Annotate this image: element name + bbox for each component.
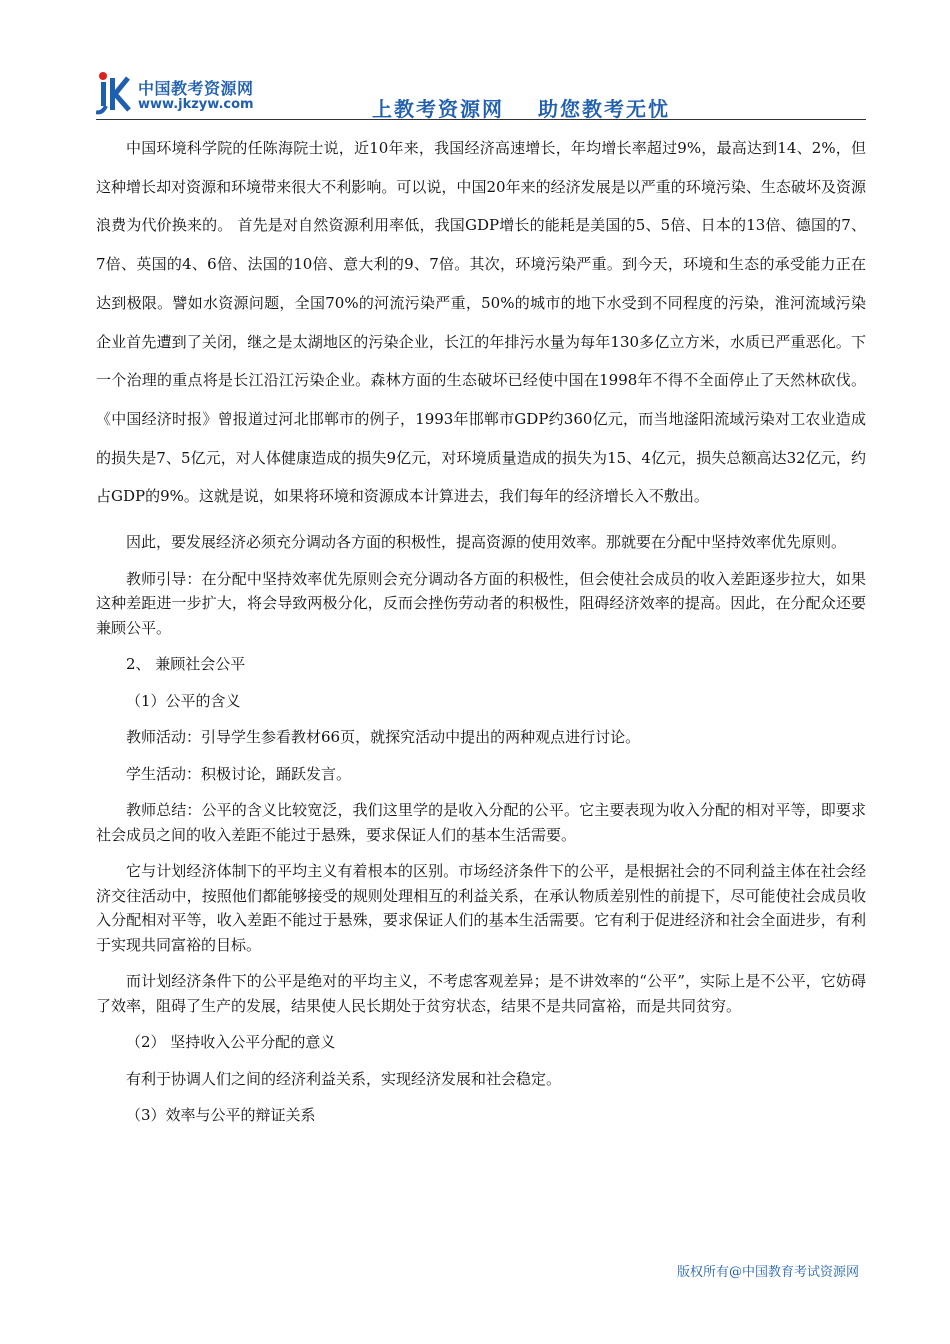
paragraph-teacher-guide: 教师引导：在分配中坚持效率优先原则会充分调动各方面的积极性，但会使社会成员的收入差距逐步拉大，如果这种差距进一步扩大，将会导致两极分化，反而会挫伤劳动者的积极性，阻碍经济效率的提高。因此，在分配众还要兼顾公平。 — [96, 569, 866, 637]
slogan-left: 上教考资源网 — [372, 97, 504, 121]
heading-social-fairness: 2、 兼顾社会公平 — [126, 655, 246, 674]
paragraph-benefit: 有利于协调人们之间的经济利益关系，实现经济发展和社会稳定。 — [126, 1069, 562, 1088]
heading-efficiency-fairness: （3）效率与公平的辩证关系 — [126, 1106, 316, 1125]
paragraph-market-fairness: 它与计划经济体制下的平均主义有着根本的区别。市场经济条件下的公平，是根据社会的不同利益主体在社会经济交往活动中，按照他们都能够接受的规则处理相互的利益关系，在承认物质差别性的前提下，尽可能使社会成员收入分配相对平等，收入差距不能过于悬殊，要求保证人们的基本生活需要。它有利于促进经济和社会全面进步，有利于实现共同富裕的目标。 — [96, 862, 866, 954]
paragraph-teacher-activity: 教师活动：引导学生参看教材66页，就探究活动中提出的两种观点进行讨论。 — [126, 728, 641, 747]
header-divider — [96, 119, 866, 120]
heading-fairness-meaning: （1）公平的含义 — [126, 691, 241, 710]
paragraph-teacher-summary: 教师总结：公平的含义比较宽泛，我们这里学的是收入分配的公平。它主要表现为收入分配的相对平等，即要求社会成员之间的收入差距不能过于悬殊，要求保证人们的基本生活需要。 — [96, 801, 866, 844]
jk-logo-icon — [96, 68, 132, 116]
paragraph-planned-economy: 而计划经济条件下的公平是绝对的平均主义，不考虑客观差异；是不讲效率的“公平”，实际上是不公平，它妨碍了效率，阻碍了生产的发展，结果使人民长期处于贫穷状态，结果不是共同富裕，而是共同贫穷。 — [96, 972, 866, 1015]
heading-fair-distribution: （2） 坚持收入公平分配的意义 — [126, 1033, 336, 1052]
copyright-footer: 版权所有@中国教育考试资源网 — [676, 1265, 859, 1280]
paragraph-environment: 中国环境科学院的任陈海院士说，近10年来，我国经济高速增长，年均增长率超过9%，最高达到14、2%，但这种增长却对资源和环境带来很大不利影响。可以说，中国20年来的经济发展是以严重的环境污染、生态破坏及资源浪费为代价换来的。 首先是对自然资源利用率低，我国GDP增长的能耗是美国的5、5倍、日本的13倍、德国的7、7倍、英国的4、6倍、法国的10倍、意大利的9、7倍。其次，环境污染严重。到今天，环境和生态的承受能力正在达到极限。譬如水资源问题，全国70%的河流污染严重，50%的城市的地下水受到不同程度的污染，淮河流域污染企业首先遭到了关闭，继之是太湖地区的污染企业，长江的年排污水量为每年130多亿立方米，水质已严重恶化。下一个治理的重点将是长江沿江污染企业。森林方面的生态破坏已经使中国在1998年不得不全面停止了天然林砍伐。《中国经济时报》曾报道过河北邯郸市的例子，1993年邯郸市GDP约360亿元，而当地滏阳流域污染对工农业造成的损失是7、5亿元，对人体健康造成的损失9亿元，对环境质量造成的损失为15、4亿元，损失总额高达32亿元，约占GDP的9%。这就是说，如果将环境和资源成本计算进去，我们每年的经济增长入不敷出。 — [96, 139, 866, 506]
site-url[interactable]: www.jkzyw.com — [138, 97, 254, 112]
slogan-right: 助您教考无忧 — [538, 97, 670, 121]
paragraph-efficiency: 因此，要发展经济必须充分调动各方面的积极性，提高资源的使用效率。那就要在分配中坚持效率优先原则。 — [126, 533, 847, 552]
site-name: 中国教考资源网 — [138, 79, 254, 98]
document-body — [96, 129, 866, 1128]
paragraph-student-activity: 学生活动：积极讨论，踊跃发言。 — [126, 764, 352, 783]
page-header — [96, 60, 866, 120]
slogan — [372, 93, 670, 122]
